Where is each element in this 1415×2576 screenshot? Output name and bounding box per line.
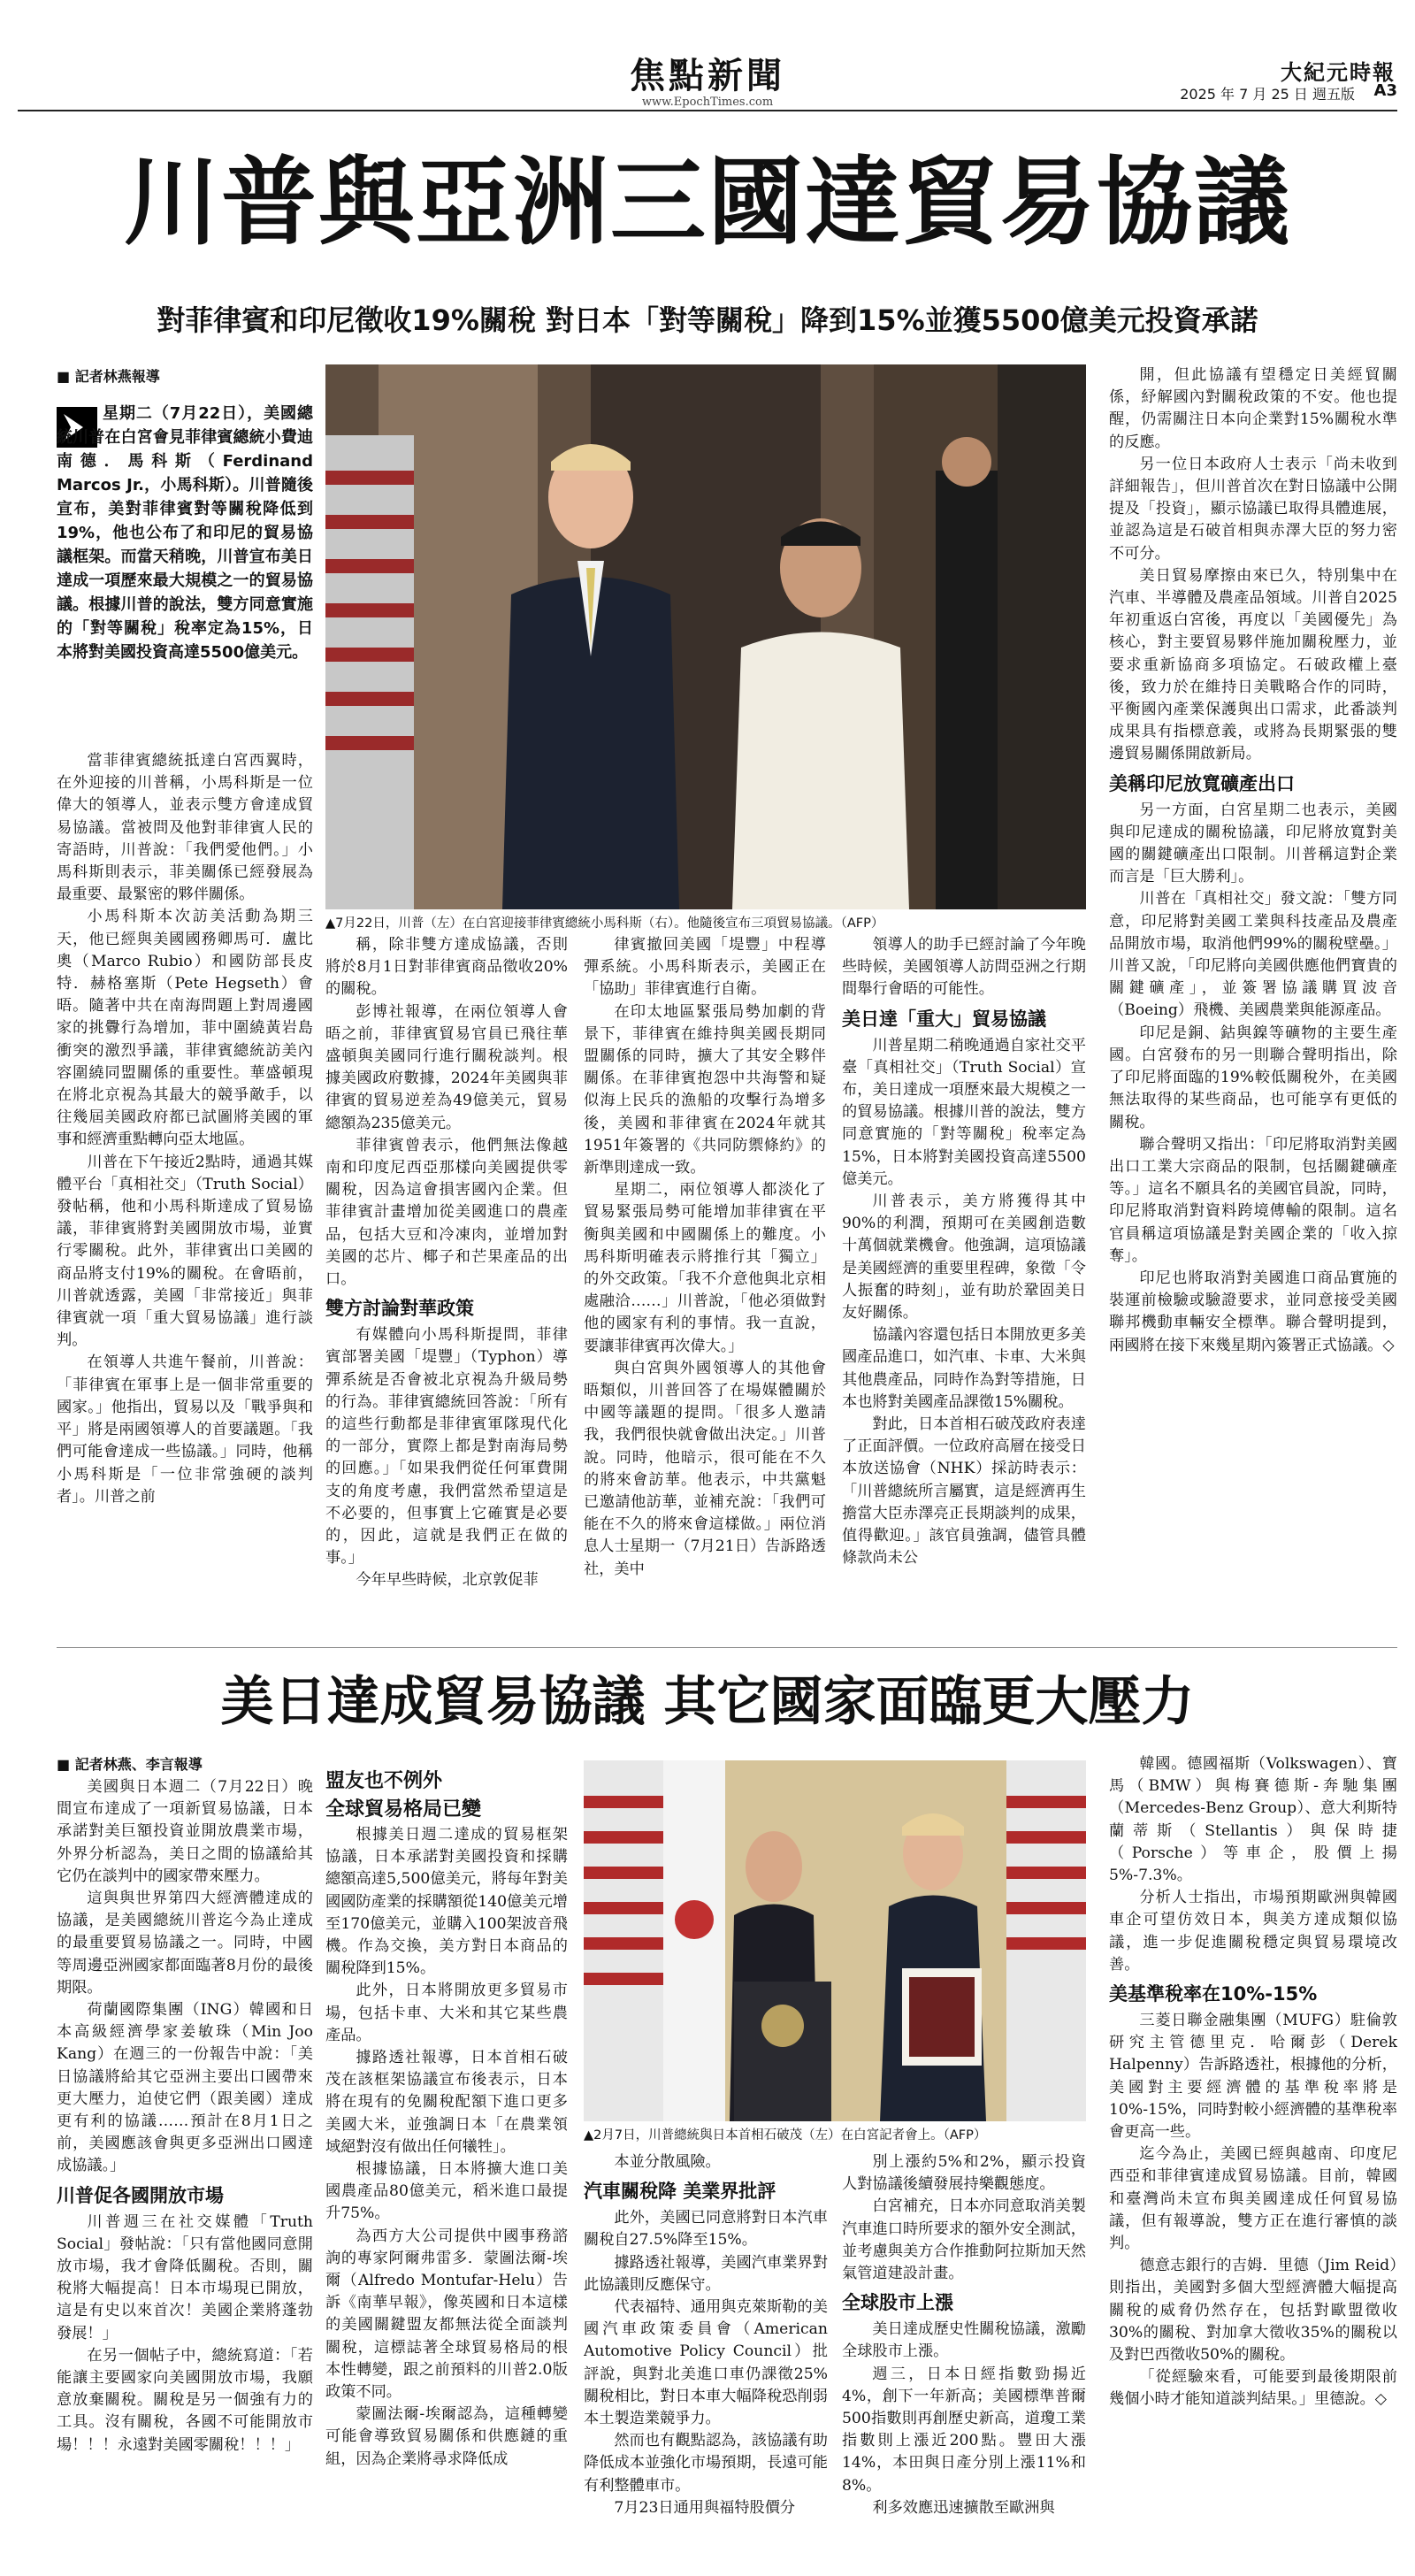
section-heading: 全球貿易格局已變: [325, 1798, 482, 1821]
paragraph: 聯合聲明又指出：「印尼將取消對美國出口工業大宗商品的限制，包括關鍵礦產等。」這名不願具名的美國官員說，同時，印尼將取消對資料跨境傳輸的限制。這名官員稱這項協議是對美國企業的「收入掠奪」。: [1109, 1135, 1397, 1265]
story1-byline: ■ 記者林燕報導: [57, 368, 160, 385]
paragraph: 川普週三在社交媒體「Truth Social」發帖說：「只有當他國同意開放市場，我才會降低關稅。否則，關稅將大幅提高！日本市場現已開放，這是有史以來首次！美國企業將蓬勃發展！」: [57, 2212, 313, 2342]
paragraph: 此外，美國已同意將對日本汽車關稅自27.5%降至15%。: [584, 2209, 828, 2250]
header-rule: [18, 110, 1397, 111]
paragraph: 美日貿易摩擦由來已久，特別集中在汽車、半導體及農產品領域。川普自2025年初重返白宮後，再度以「美國優先」為核心，對主要貿易夥伴施加關稅壓力，並要求重新協商多項協定。石破政權上臺後，致力於在維持日美戰略合作的同時，平衡國內產業保護與出口需求，此番談判成果具有指標意義，或將為長期緊張的雙邊貿易關係開啟新局。: [1109, 566, 1397, 763]
paragraph: 彭博社報導，在兩位領導人會晤之前，菲律賓貿易官員已飛往華盛頓與美國同行進行關稅談判。根據美國政府數據，2024年美國與菲律賓的貿易逆差為49億美元，貿易總額為235億美元。: [325, 1002, 568, 1132]
paragraph: 「從經驗來看，可能要到最後期限前幾個小時才能知道談判結果。」里德說。◇: [1109, 2368, 1397, 2409]
paragraph: 川普表示，美方將獲得其中90%的利潤，預期可在美國創造數十萬個就業機會。他強調，這項協議是美國經濟的重要里程碑，象徵「令人振奮的時刻」，並有助於鞏固美日友好關係。: [842, 1192, 1086, 1322]
paragraph: 川普星期二稍晚通過自家社交平臺「真相社交」（Truth Social）宣布，美日達成一項歷來最大規模之一的貿易協議。根據川普的說法，雙方同意實施的「對等關稅」稅率定為15%，日本將對美國投資高達5500億美元。: [842, 1036, 1086, 1188]
paragraph: 這與與世界第四大經濟體達成的協議，是美國總統川普迄今為止達成的最重要貿易協議之一。同時，中國等周邊亞洲國家都面臨著8月份的最後期限。: [57, 1890, 313, 1997]
paragraph: 今年早些時候，北京敦促菲: [356, 1571, 539, 1590]
paragraph: 代表福特、通用與克萊斯勒的美國汽車政策委員會（American Automotive Policy Council）批評說，與對北美進口車仍課徵25%關稅相比，對日本車大幅降稅恐削弱本土製造業競爭力。: [584, 2298, 828, 2428]
paragraph: 稱，除非雙方達成協議，否則將於8月1日對菲律賓商品徵收20%的關稅。: [325, 936, 568, 999]
paragraph: 蒙圖法爾-埃爾認為，這種轉變可能會導致貿易關係和供應鏈的重組，因為企業將尋求降低成: [325, 2405, 568, 2468]
paragraph: 有媒體向小馬科斯提問，菲律賓部署美國「堤豐」（Typhon）導彈系統是否會被北京視為升級局勢的行為。菲律賓總統回答說：「所有的這些行動都是菲律賓軍隊現代化的一部分，實際上都是對南海局勢的回應。」「如果我們從任何軍費開支的角度考慮，我們當然希望這是不必要的，但事實上它確實是必要的，因此，這就是我們正在做的事。」: [325, 1326, 568, 1568]
paragraph: 荷蘭國際集團（ING）韓國和日本高級經濟學家姜敏珠（Min Joo Kang）在週三的一份報告中說：「美日協議將給其它亞洲主要出口國帶來更大壓力，迫使它們（跟美國）達成更有利的協議……預計在8月1日之前，美國應該會與更多亞洲出口國達成協議。」: [57, 2001, 313, 2175]
paragraph: 在印太地區緊張局勢加劇的背景下，菲律賓在維持與美國長期同盟關係的同時，擴大了其安全夥伴關係。在菲律賓抱怨中共海警和疑似海上民兵的漁船的攻擊行為增多後，美國和菲律賓在2024年就其1951年簽署的《共同防禦條約》的新準則達成一致。: [584, 1002, 826, 1177]
paragraph: 對此，日本首相石破茂政府表達了正面評價。一位政府高層在接受日本放送協會（NHK）採訪時表示：「川普總統所言屬實，這是經濟再生擔當大臣赤澤亮正長期談判的成果，值得歡迎。」該官員強調，儘管具體條款尚未公: [842, 1415, 1086, 1568]
paragraph: 根據美日週二達成的貿易框架協議，日本承諾對美國投資和採購總額高達5,500億美元，將每年對美國國防產業的採購額從140億美元增至170億美元，並購入100架波音飛機。作為交換，美方對日本商品的關稅降到15%。: [325, 1826, 568, 1978]
story2-photo: [584, 1760, 1086, 2121]
paragraph: 美日達成歷史性關稅協議，激勵全球股市上漲。: [842, 2320, 1086, 2361]
subheading: 雙方討論對華政策: [325, 1298, 474, 1320]
story1-col-left: [57, 750, 313, 1626]
section-title: 焦點新聞: [630, 56, 785, 96]
story1-col-m2: [584, 934, 826, 1626]
paragraph: 迄今為止，美國已經與越南、印度尼西亞和菲律賓達成貿易協議。目前，韓國和臺灣尚未宣布與美國達成任何貿易協議，但有報導說，雙方正在進行審慎的談判。: [1109, 2145, 1397, 2253]
paragraph: 在另一個帖子中，總統寫道：「若能讓主要國家向美國開放市場，我願意放棄關稅。關稅是另一個強有力的工具。沒有關稅，各國不可能開放市場！！！永遠對美國零關稅！！！」: [57, 2346, 313, 2454]
paragraph: 川普在下午接近2點時，通過其媒體平台「真相社交」（Truth Social）發帖稱，他和小馬科斯達成了貿易協議，菲律賓將對美國開放市場，並實行零關稅。此外，菲律賓出口美國的商品將支付19%的關稅。在會晤前，川普就透露，美國「非常接近」與菲律賓就一項「重大貿易協議」進行談判。: [57, 1153, 313, 1350]
story2-col2: [325, 1767, 568, 2558]
paragraph: 與白宮與外國領導人的其他會晤類似，川普回答了在場媒體關於中國等議題的提問。「很多人邀請我，我們很快就會做出決定。」川普說。同時，他暗示，很可能在不久的將來會訪華。他表示，中共黨魁已邀請他訪華，並補充說：「我們可能在不久的將來會這樣做。」兩位消息人士星期一（7月21日）告訴路透社，美中: [584, 1359, 826, 1578]
paragraph: 然而也有觀點認為，該協議有助降低成本並強化市場預期，長遠可能有利整體車市。: [584, 2432, 828, 2495]
story2-col3: [584, 2151, 828, 2558]
story2-byline: ■ 記者林燕、李言報導: [57, 1756, 203, 1773]
subheading: 美基準稅率在10%-15%: [1109, 1983, 1318, 2005]
story1-col-m1: [325, 934, 568, 1626]
main-photo-caption: ▲7月22日，川普（左）在白宮迎接菲律賓總統小馬科斯（右）。他隨後宣布三項貿易協議。（AFP）: [325, 916, 884, 931]
paragraph: 週三，日本日經指數勁揚近4%，創下一年新高；美國標準普爾500指數則再創歷史新高，道瓊工業指數則上漲近200點。豐田大漲14%，本田與日產分別上漲11%和8%。: [842, 2365, 1086, 2495]
paragraph: 本並分散風險。: [614, 2153, 721, 2171]
section-heading: 盟友也不例外: [325, 1770, 443, 1792]
paragraph: 開，但此協議有望穩定日美經貿關係，紓解國內對關稅政策的不安。他也提醒，仍需關注日本向企業對15%關稅水準的反應。: [1109, 366, 1397, 451]
paragraph: 印尼是銅、鈷與鎳等礦物的主要生產國。白宮發布的另一則聯合聲明指出，除了印尼將面臨的19%較低關稅外，在美國無法取得的某些商品，也可能享有更低的關稅。: [1109, 1024, 1397, 1131]
paragraph: 據路透社報導，美國汽車業界對此協議則反應保守。: [584, 2253, 828, 2294]
paragraph: 根據協議，日本將擴大進口美國農產品80億美元，稻米進口最提升75%。: [325, 2160, 568, 2223]
paragraph: 利多效應迅速擴散至歐洲與: [872, 2498, 1055, 2517]
paragraph: 據路透社報導，日本首相石破茂在該框架協議宣布後表示，日本將在現有的免關稅配額下進口更多美國大米，並強調日本「在農業領域絕對沒有做出任何犧牲」。: [325, 2049, 568, 2156]
main-photo: [325, 364, 1086, 909]
subheading: 美日達「重大」貿易協議: [842, 1008, 1046, 1030]
story1-col-m3: [842, 934, 1086, 1626]
paragraph: 韓國。德國福斯（Volkswagen）、寶馬（BMW）與梅賽德斯-奔馳集團（Mercedes-Benz Group）、意大利斯特蘭蒂斯（Stellantis）與保時捷（Porsche）等車企，股價上揚5%-7.3%。: [1109, 1755, 1397, 1885]
story2-col4: [842, 2151, 1086, 2558]
paragraph: 此外，日本將開放更多貿易市場，包括卡車、大米和其它某些農產品。: [325, 1982, 568, 2044]
paragraph: 分析人士指出，市場預期歐洲與韓國車企可望仿效日本，與美方達成類似協議，進一步促進關稅穩定與貿易環境改善。: [1109, 1889, 1397, 1974]
subheading: 川普促各國開放市場: [57, 2184, 224, 2206]
paragraph: 星期二，兩位領導人都淡化了貿易緊張局勢可能增加菲律賓在平衡與美國和中國關係上的難度。小馬科斯明確表示將推行其「獨立」的外交政策。「我不介意他與北京相處融洽……」川普說，「他必須做對他的國家有利的事情。我一直說，要讓菲律賓再次偉大。」: [584, 1181, 826, 1355]
story1-col-right: [1109, 364, 1397, 1626]
paragraph: 協議內容還包括日本開放更多美國產品進口，如汽車、卡車、大米與其他農產品，同時作為對等措施，日本也將對美國產品課徵15%關稅。: [842, 1326, 1086, 1411]
paragraph: 小馬科斯本次訪美活動為期三天，他已經與美國國務卿馬可．盧比奧（Marco Rubio）和國防部長皮特．赫格塞斯（Pete Hegseth）會晤。隨著中共在南海問題上對周邊國家的挑釁行為增加，菲中圍繞黃岩島衝突的激烈爭議，菲律賓總統訪美內容圍繞同盟關係的重要性。華盛頓現在將北京視為其最大的競爭敵手，以往幾屆美國政府都已試圖將美國的軍事和經濟重點轉向亞太地區。: [57, 908, 313, 1149]
story2-photo-caption: ▲2月7日，川普總統與日本首相石破茂（左）在白宮記者會上。（AFP）: [584, 2128, 987, 2143]
issue-date: 2025 年 7 月 25 日 週五版: [1180, 86, 1355, 103]
paragraph: 川普在「真相社交」發文說：「雙方同意，印尼將對美國工業與科技產品及農產品開放市場，取消他們99%的關稅壁壘。」川普又說，「印尼將向美國供應他們寶貴的關鍵礦產」，並簽署協議購買波音（Boeing）飛機、美國農業與能源產品。: [1109, 890, 1397, 1020]
paragraph: 白宮補充，日本亦同意取消美製汽車進口時所要求的額外安全測試，並考慮與美方合作推動阿拉斯加天然氣管道建設計畫。: [842, 2197, 1086, 2283]
paragraph: 7月23日通用與福特股價分: [614, 2498, 796, 2517]
story-divider: [57, 1647, 1397, 1648]
story2-col5: [1109, 1753, 1397, 2558]
story1-lead: 星期二（7月22日），美國總統川普在白宮會見菲律賓總統小費迪南德．馬科斯（Ferdinand Marcos Jr.，小馬科斯）。川普隨後宣布，美對菲律賓對等關稅降低到19%，他也公布了和印尼的貿易協議框架。而當天稍晚，川普宣布美日達成一項歷來最大規模之一的貿易協議。根據川普的說法，雙方同意實施的「對等關稅」稅率定為15%，日本將對美國投資高達5500億美元。: [57, 404, 313, 662]
paragraph: 在領導人共進午餐前，川普說：「菲律賓在軍事上是一個非常重要的國家。」他指出，貿易以及「戰爭與和平」將是兩國領導人的首要議題。「我們可能會達成一些協議。」同時，他稱小馬科斯是「一位非常強硬的談判者」。川普之前: [57, 1353, 313, 1506]
paragraph: 別上漲約5%和2%，顯示投資人對協議後續發展持樂觀態度。: [842, 2153, 1086, 2194]
paragraph: 德意志銀行的吉姆．里德（Jim Reid）則指出，美國對多個大型經濟體大幅提高關稅的威脅仍然存在，包括對歐盟徵收30%的關稅、對加拿大徵收35%的關稅以及對巴西徵收50%的關稅。: [1109, 2257, 1397, 2365]
subheading: 全球股市上漲: [842, 2292, 953, 2314]
subheading: 美稱印尼放寬礦產出口: [1109, 772, 1295, 794]
paragraph: 另一方面，白宮星期二也表示，美國與印尼達成的關稅協議，印尼將放寬對美國的關鍵礦產出口限制。川普稱這對企業而言是「巨大勝利」。: [1109, 801, 1397, 886]
paper-name: 大紀元時報: [1281, 59, 1396, 85]
paragraph: 律賓撤回美國「堤豐」中程導彈系統。小馬科斯表示，美國正在「協助」菲律賓進行自衛。: [584, 936, 826, 999]
website-url: www.EpochTimes.com: [641, 96, 774, 109]
paragraph: 美國與日本週二（7月22日）晚間宣布達成了一項新貿易協議，日本承諾對美巨額投資並開放農業市場，外界分析認為，美日之間的協議給其它仍在談判中的國家帶來壓力。: [57, 1778, 313, 1885]
page-number: A3: [1373, 81, 1397, 100]
paragraph: 為西方大公司提供中國事務諮詢的專家阿爾弗雷多．蒙圖法爾-埃爾（Alfredo Montufar-Helu）告訴《南華早報》，像英國和日本這樣的美國關鍵盟友都無法從全面談判關稅，這標誌著全球貿易格局的根本性轉變，跟之前預料的川普2.0版政策不同。: [325, 2227, 568, 2402]
story2-headline: 美日達成貿易協議 其它國家面臨更大壓力: [220, 1671, 1195, 1733]
subheading: 汽車關稅降 美業界批評: [584, 2181, 776, 2203]
paragraph: 印尼也將取消對美國進口商品實施的裝運前檢驗或驗證要求，並同意接受美國聯邦機動車輛安全標準。聯合聲明提到，兩國將在接下來幾星期內簽署正式協議。◇: [1109, 1269, 1397, 1354]
paragraph: 三菱日聯金融集團（MUFG）駐倫敦研究主管德里克．哈爾彭（Derek Halpenny）告訴路透社，根據他的分析，美國對主要經濟體的基準稅率將是10%-15%，同時對較小經濟體的基準稅率會更高一些。: [1109, 2012, 1397, 2142]
paragraph: 當菲律賓總統抵達白宮西翼時，在外迎接的川普稱，小馬科斯是一位偉大的領導人，並表示雙方會達成貿易協議。當被問及他對菲律賓人民的寄語時，川普說：「我們愛他們。」小馬科斯則表示，菲美關係已經發展為最重要、最緊密的夥伴關係。: [57, 752, 313, 904]
main-headline: 川普與亞洲三國達貿易協議: [123, 147, 1291, 258]
paragraph: 領導人的助手已經討論了今年晚些時候，美國領導人訪問亞洲之行期間舉行會晤的可能性。: [842, 936, 1086, 999]
paragraph: 另一位日本政府人士表示「尚未收到詳細報告」，但川普首次在對日協議中公開提及「投資」，顯示協議已取得具體進展，並認為這是石破首相與赤澤大臣的努力密不可分。: [1109, 455, 1397, 563]
story2-col1: [57, 1776, 313, 2558]
paragraph: 菲律賓曾表示，他們無法像越南和印度尼西亞那樣向美國提供零關稅，因為這會損害國內企業。但菲律賓計畫增加從美國進口的農產品，包括大豆和冷凍肉，並增加對美國的芯片、椰子和芒果產品的出口。: [325, 1136, 568, 1289]
main-subhead: 對菲律賓和印尼徵收19%關稅 對日本「對等關稅」降到15%並獲5500億美元投資承諾: [157, 303, 1258, 337]
